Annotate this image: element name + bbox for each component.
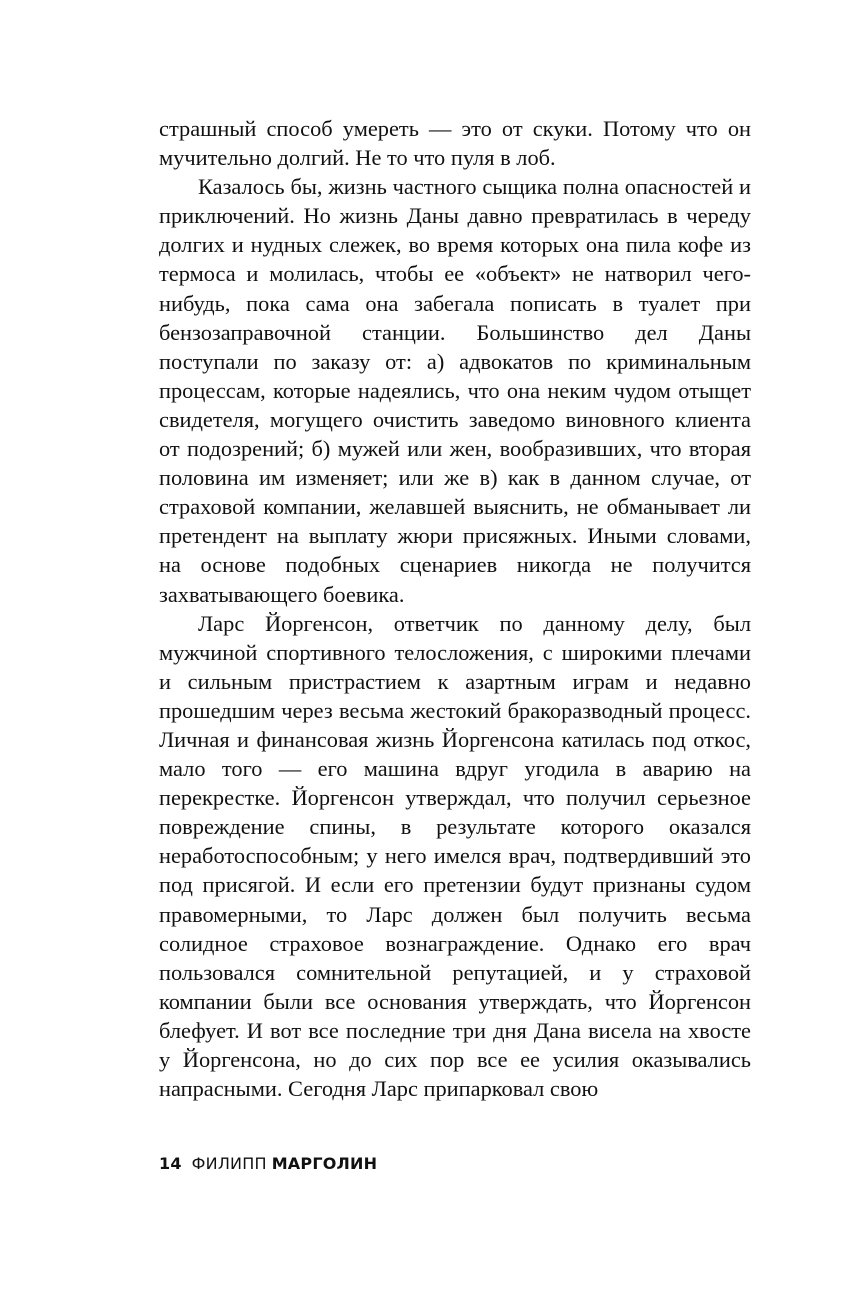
paragraph: Казалось бы, жизнь частного сыщика полна опасностей и приключений. Но жизнь Даны давно превратилась в череду долгих и нудных слежек, во время которых она пила кофе из термоса и молилась, чтобы ее «объект» не натворил чего-нибудь, пока сама она забегала пописать в туалет при бензозаправочной станции. Большинство дел Даны поступали по заказу от: а) адвокатов по криминальным процессам, которые надеялись, что она неким чудом отыщет свидетеля, могущего очистить заведомо виновного клиента от подозрений; б) мужей или жен, вообразивших, что вторая половина им изменяет; или же в) как в данном случае, от страховой компании, желавшей выяснить, не обманывает ли претендент на выплату жюри присяжных. Иными словами, на основе подобных сценариев никогда не получится захватывающего боевика.: [159, 174, 751, 607]
body-text: [159, 114, 751, 1103]
paragraph-continued: страшный способ умереть — это от скуки. Потому что он мучительно долгий. Не то что пуля в лоб.: [159, 116, 751, 171]
page-footer: [159, 1153, 377, 1175]
page-number: 14: [159, 1154, 182, 1173]
author-first-name: ФИЛИПП: [191, 1154, 267, 1173]
paragraph: Ларс Йоргенсон, ответчик по данному делу, был мужчиной спортивного телосложения, с широкими плечами и сильным пристрастием к азартным играм и недавно прошедшим через весьма жестокий бракоразводный процесс. Личная и финансовая жизнь Йоргенсона катилась под откос, мало того — его машина вдруг угодила в аварию на перекрестке. Йоргенсон утверждал, что получил серьезное повреждение спины, в результате которого оказался неработоспособным; у него имелся врач, подтвердивший это под присягой. И если его претензии будут признаны судом правомерными, то Ларс должен был получить весьма солидное страховое вознаграждение. Однако его врач пользовался сомнительной репутацией, и у страховой компании были все основания утверждать, что Йоргенсон блефует. И вот все последние три дня Дана висела на хвосте у Йоргенсона, но до сих пор все ее усилия оказывались напрасными. Сегодня Ларс припарковал свою: [159, 610, 751, 1102]
author-last-name: МАРГОЛИН: [271, 1154, 378, 1173]
